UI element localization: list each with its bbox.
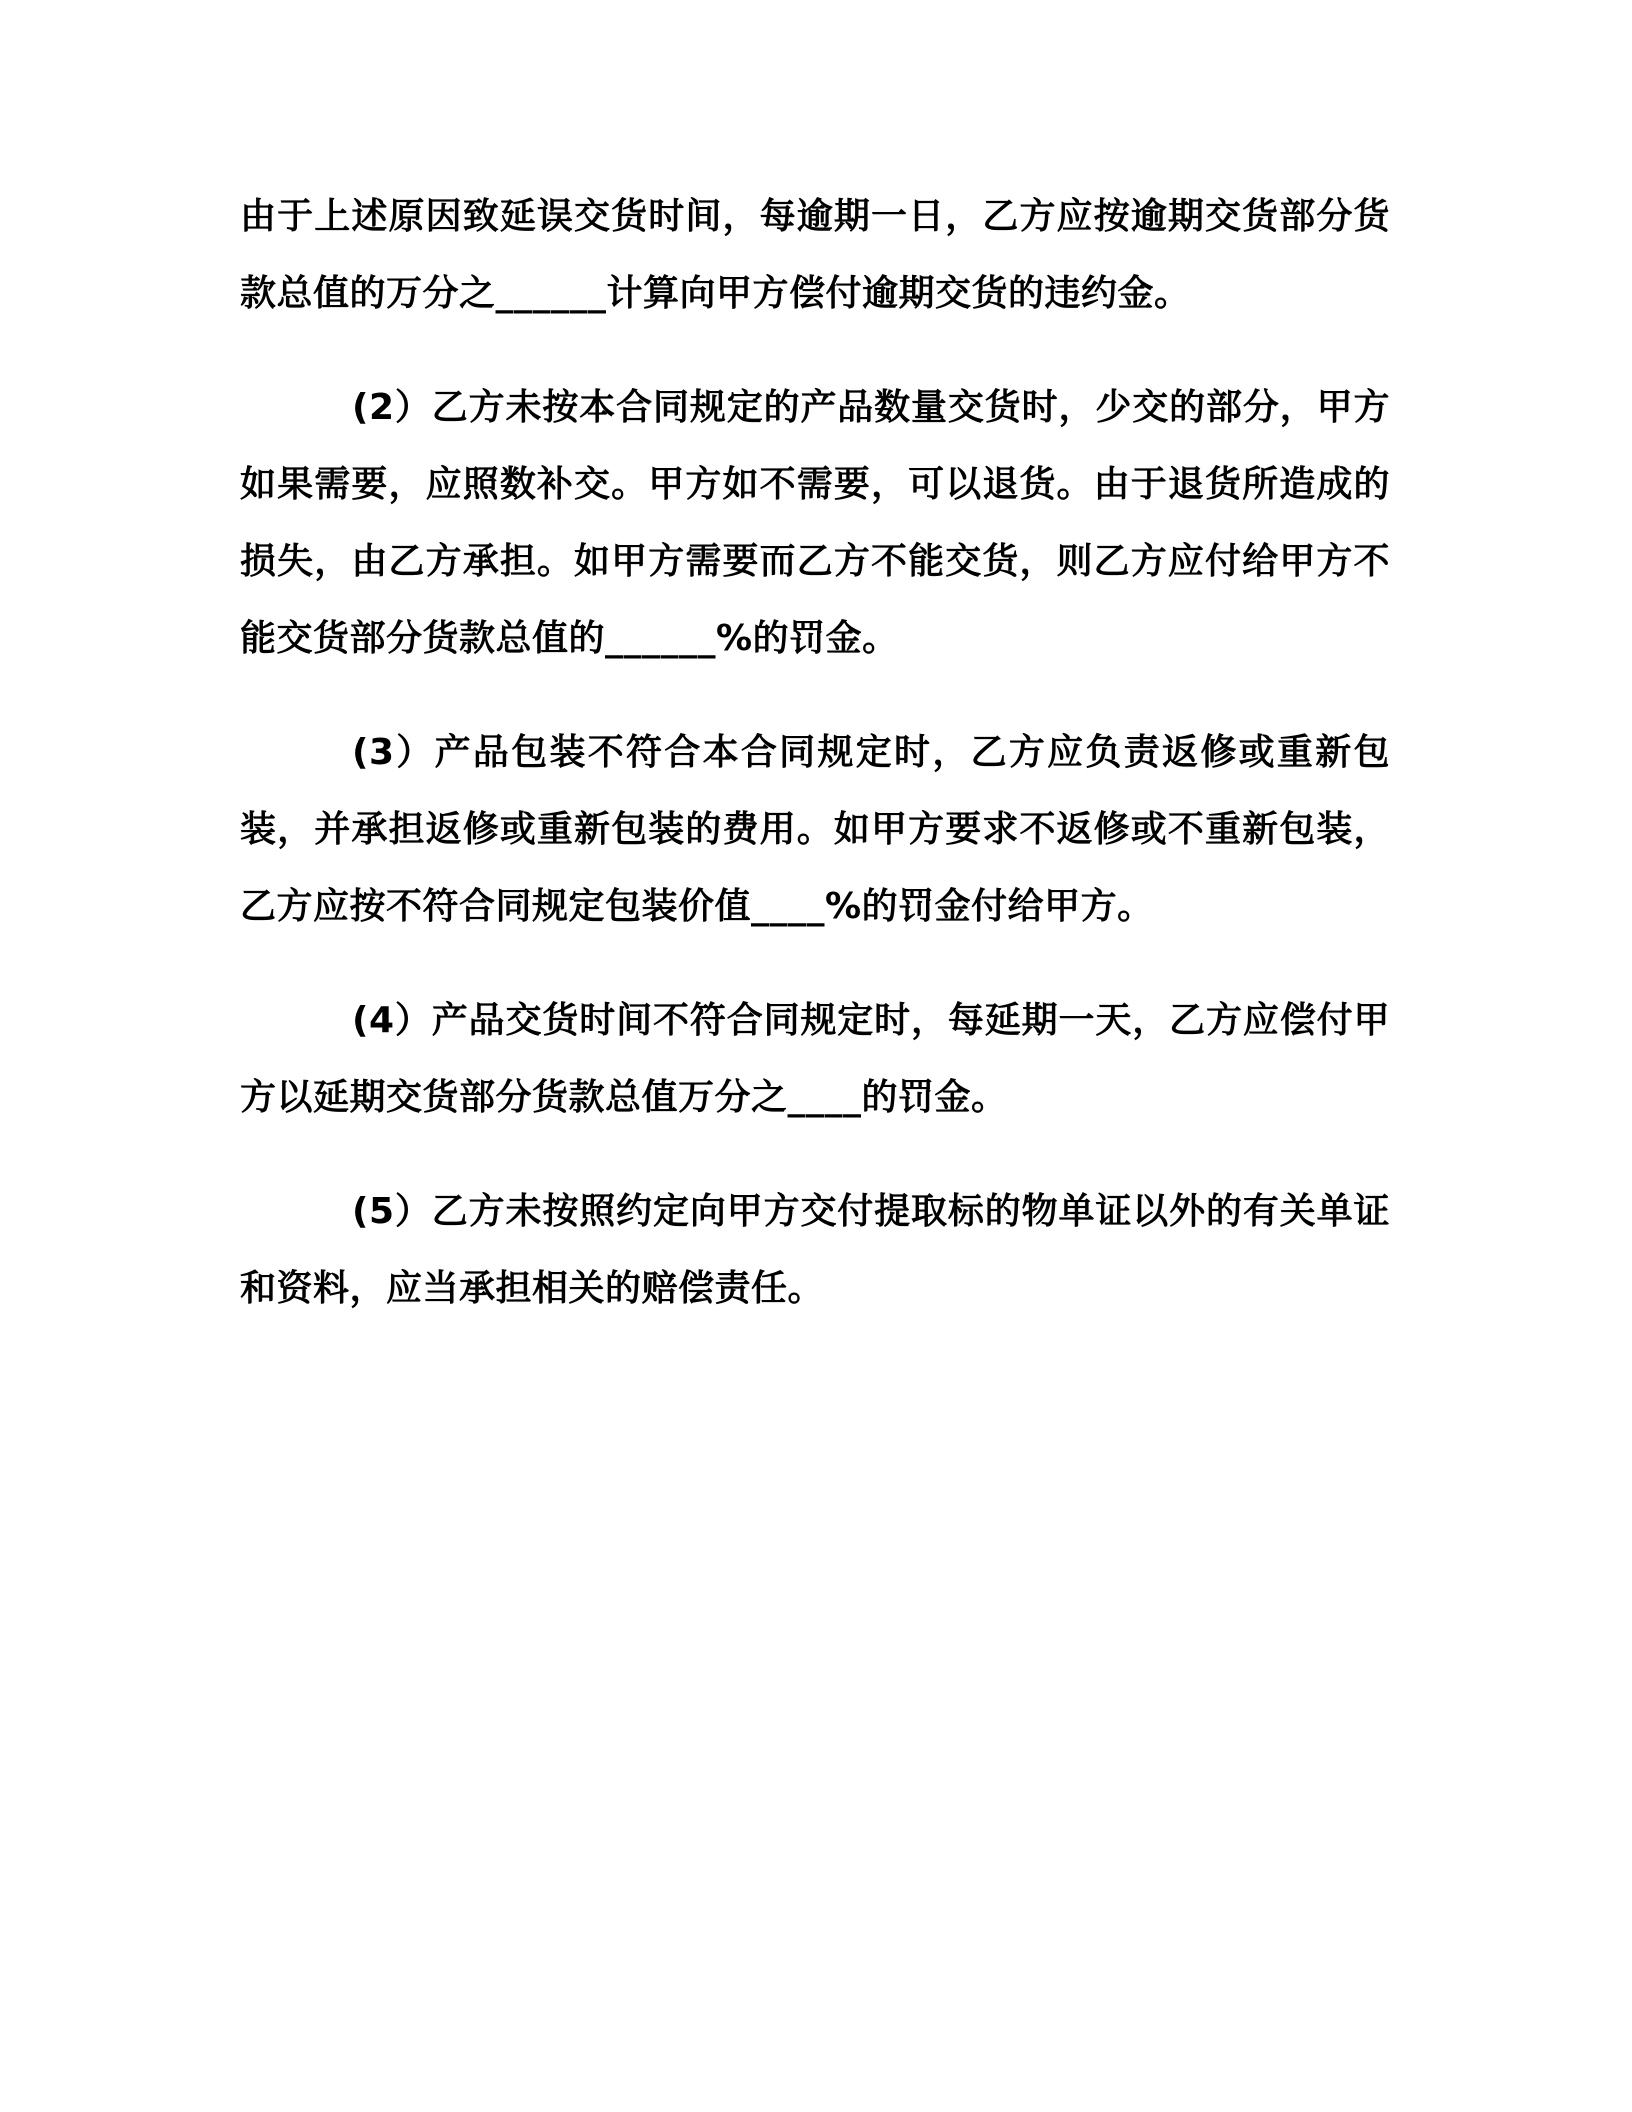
paragraph-item-4: (4）产品交货时间不符合同规定时，每延期一天，乙方应偿付甲方以延期交货部分货款总值万分之____的罚金。 (240, 1000, 1390, 1118)
paragraph-item-2: (2）乙方未按本合同规定的产品数量交货时，少交的部分，甲方如果需要，应照数补交。甲方如不需要，可以退货。由于退货所造成的损失，由乙方承担。如甲方需要而乙方不能交货，则乙方应付给甲方不能交货部分货款总值的______%的罚金。 (240, 387, 1390, 659)
paragraph-item-3: (3）产品包装不符合本合同规定时，乙方应负责返修或重新包装，并承担返修或重新包装的费用。如甲方要求不返修或不重新包装，乙方应按不符合同规定包装价值____%的罚金付给甲方。 (240, 732, 1390, 927)
document-body (240, 178, 1390, 1364)
paragraph-continued: 由于上述原因致延误交货时间，每逾期一日，乙方应按逾期交货部分货款总值的万分之______计算向甲方偿付逾期交货的违约金。 (240, 196, 1390, 314)
paragraph-item-5: (5）乙方未按照约定向甲方交付提取标的物单证以外的有关单证和资料，应当承担相关的赔偿责任。 (240, 1191, 1390, 1309)
